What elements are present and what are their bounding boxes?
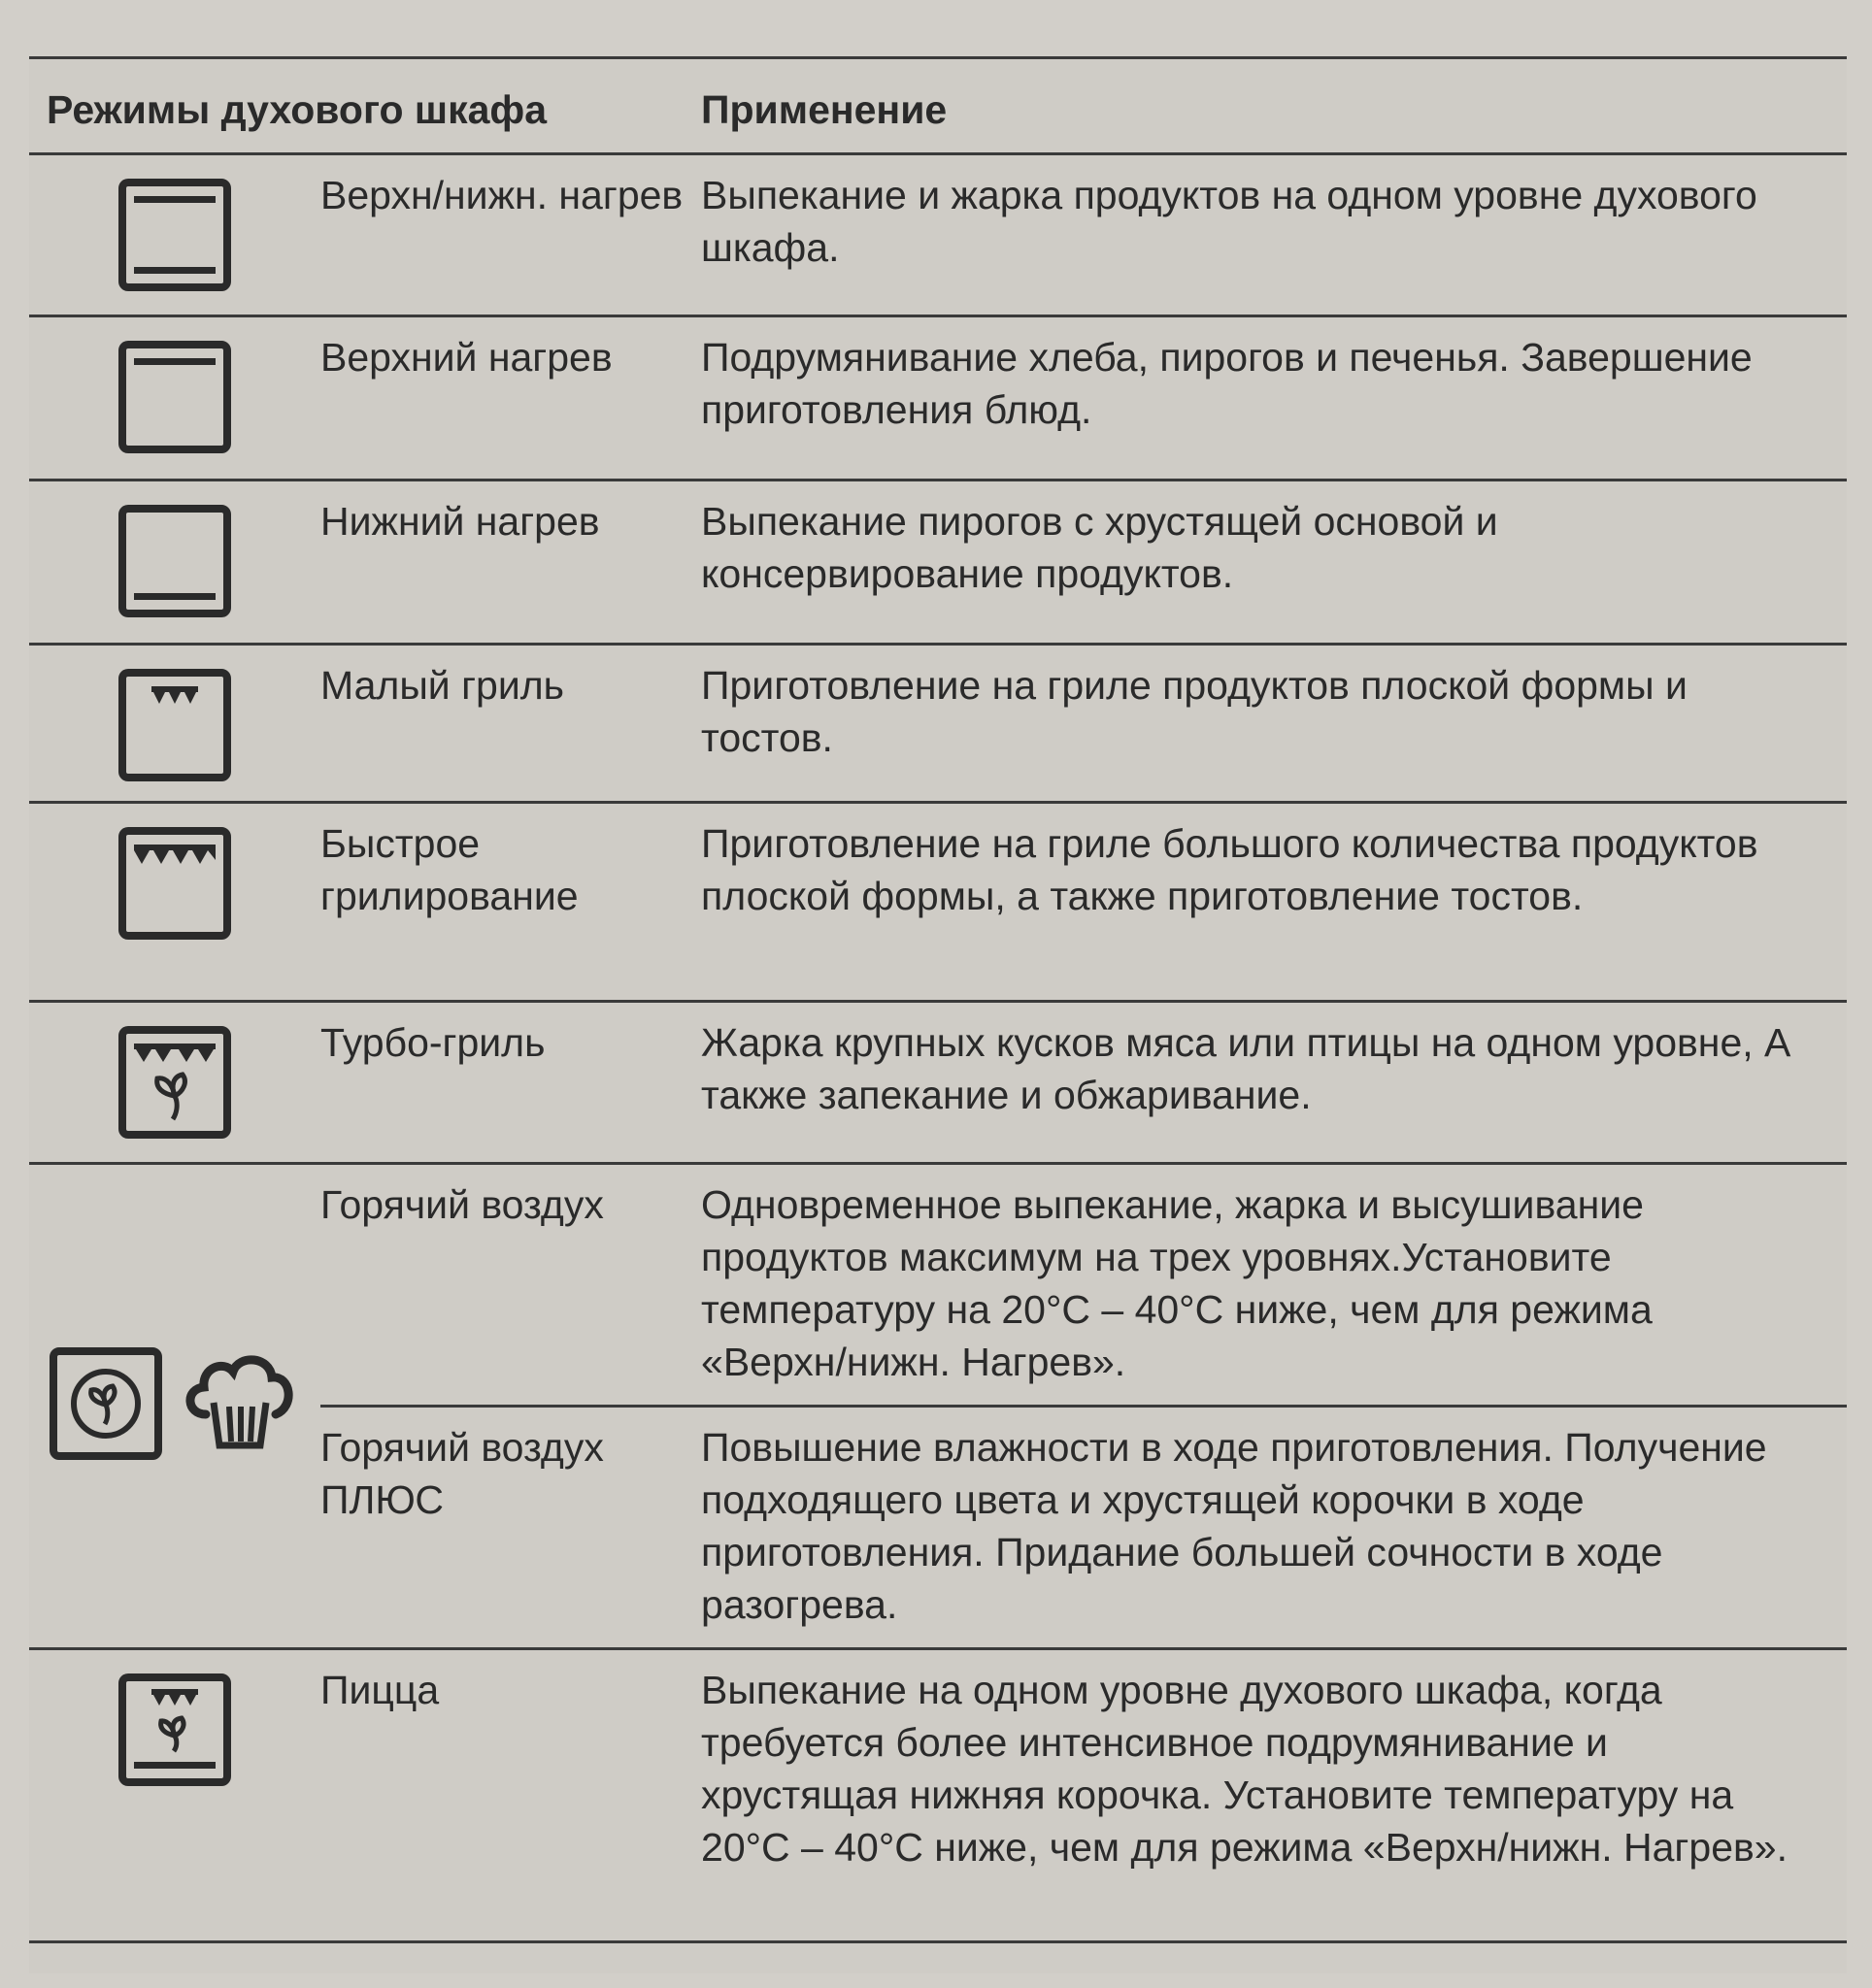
mode-description: Подрумянивание хлеба, пирогов и печенья. Завершение приготовления блюд. — [701, 316, 1847, 480]
turbo-grill-icon — [117, 1024, 233, 1141]
table-row — [29, 1002, 1847, 1164]
mode-description: Выпекание и жарка продуктов на одном уровне духового шкафа. — [701, 154, 1847, 316]
mode-description: Приготовление на гриле продуктов плоской формы и тостов. — [701, 645, 1847, 803]
mode-name: Быстрое грилирование — [320, 803, 701, 1002]
steam-icon — [179, 1346, 301, 1466]
pizza-icon — [117, 1672, 233, 1788]
mode-description: Повышение влажности в ходе приготовления. Получение подходящего цвета и хрустящей корочки в ходе приготовления. Придание большей сочности в ходе разогрева. — [701, 1407, 1847, 1649]
top-heat-icon — [117, 339, 233, 455]
manual-page — [29, 56, 1847, 1973]
header-usage: Применение — [701, 58, 1847, 154]
mode-description: Одновременное выпекание, жарка и высушивание продуктов максимум на трех уровнях.Установите температуру на 20°C – 40°C ниже, чем для режима «Верхн/нижн. Нагрев». — [701, 1164, 1847, 1407]
mode-name: Малый гриль — [320, 645, 701, 803]
mode-description: Выпекание пирогов с хрустящей основой и консервирование продуктов. — [701, 480, 1847, 645]
table-row — [29, 316, 1847, 480]
mode-description: Жарка крупных кусков мяса или птицы на одном уровне, А также запекание и обжаривание. — [701, 1002, 1847, 1164]
bottom-heat-icon — [117, 503, 233, 619]
hot-air-icon — [49, 1346, 163, 1466]
mode-name: Турбо-гриль — [320, 1002, 701, 1164]
mode-name: Верхн/нижн. нагрев — [320, 154, 701, 316]
full-grill-icon — [117, 825, 233, 942]
mode-name: Горячий воздух — [320, 1164, 701, 1407]
mode-name: Горячий воздух ПЛЮС — [320, 1407, 701, 1649]
table-row — [29, 803, 1847, 1002]
small-grill-icon — [117, 667, 233, 783]
combo-icons — [29, 1346, 320, 1466]
mode-name: Верхний нагрев — [320, 316, 701, 480]
table-header — [29, 58, 1847, 154]
table-row — [29, 154, 1847, 316]
mode-name: Нижний нагрев — [320, 480, 701, 645]
mode-description: Приготовление на гриле большого количества продуктов плоской формы, а также приготовление тостов. — [701, 803, 1847, 1002]
table-row — [29, 645, 1847, 803]
table-row — [29, 1164, 1847, 1407]
mode-name: Пицца — [320, 1649, 701, 1942]
header-modes: Режимы духового шкафа — [29, 58, 701, 154]
top-bottom-heat-icon — [117, 177, 233, 293]
mode-description: Выпекание на одном уровне духового шкафа, когда требуется более интенсивное подрумянивание и хрустящая нижняя корочка. Установите температуру на 20°C – 40°C ниже, чем для режима «Верхн/нижн. Нагрев». — [701, 1649, 1847, 1942]
table-row — [29, 1649, 1847, 1942]
oven-modes-table — [29, 56, 1847, 1943]
table-row — [29, 480, 1847, 645]
